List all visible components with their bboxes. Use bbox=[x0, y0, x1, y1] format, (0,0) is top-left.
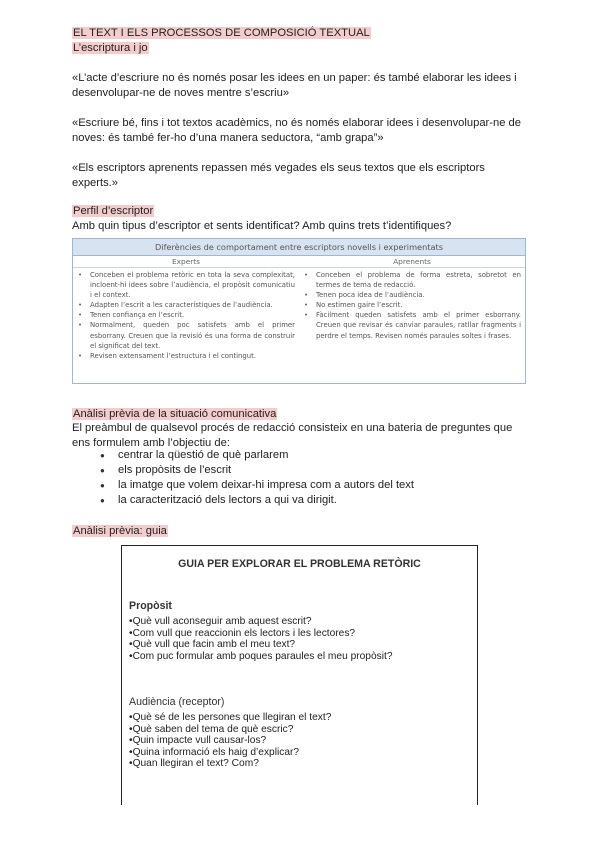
profile-question: Amb quin tipus d’escriptor et sents identificat? Amb quins trets t’identifiques? bbox=[72, 220, 452, 232]
learner-item: • Tenen poca idea de l’audiència. bbox=[316, 290, 521, 300]
quote-2: «Escriure bé, fins i tot textos acadèmics, no és només elaborar idees i desenvolupar-ne de noves: és també fer-ho d’una manera seductora, “amb grapa”» bbox=[72, 117, 521, 144]
comparison-header bbox=[73, 256, 525, 268]
analysis-list bbox=[100, 448, 414, 508]
list-item: • Com vull que reaccionin els lectors i les lectores? bbox=[129, 628, 393, 640]
list-item: • Quan llegiran el text? Com? bbox=[129, 758, 331, 770]
guide-box bbox=[121, 545, 478, 805]
purpose-list bbox=[129, 616, 393, 662]
list-item: • Què vull que facin amb el meu text? bbox=[129, 639, 393, 651]
list-item: ● els propòsits de l’escrit bbox=[100, 463, 414, 478]
comparison-table bbox=[72, 238, 526, 384]
comparison-title: Diferències de comportament entre escriptors novells i experimentats bbox=[73, 239, 525, 256]
analysis-heading-line bbox=[72, 407, 277, 422]
guide-heading: Anàlisi prèvia: guia bbox=[73, 525, 167, 537]
title-line bbox=[72, 26, 371, 41]
list-item: • Què vull aconseguir amb aquest escrit? bbox=[129, 616, 393, 628]
column-experts: Experts bbox=[171, 257, 201, 266]
audience-label: Audiència (receptor) bbox=[129, 696, 225, 708]
expert-item: • Adapten l’escrit a les característiques de l’audiència. bbox=[90, 300, 295, 310]
profile-heading: Perfil d’escriptor bbox=[73, 205, 154, 217]
list-item: • Què saben del tema de què escric? bbox=[129, 724, 331, 736]
profile-heading-line bbox=[72, 204, 154, 219]
list-item: • Quina informació els haig d’explicar? bbox=[129, 747, 331, 759]
audience-list bbox=[129, 712, 331, 770]
learner-item: • No estimen gaire l’escrit. bbox=[316, 300, 521, 310]
analysis-heading: Anàlisi prèvia de la situació comunicativa bbox=[73, 408, 277, 420]
quote-3: «Els escriptors aprenents repassen més vegades els seus textos que els escriptors experts.» bbox=[72, 162, 485, 189]
comparison-body bbox=[73, 268, 525, 361]
analysis-text: El preàmbul de qualsevol procés de redacció consisteix en una bateria de preguntes que ens formulem amb l’objectiu de: bbox=[72, 422, 513, 449]
list-item: • Què sé de les persones que llegiran el text? bbox=[129, 712, 331, 724]
list-item: • Com puc formular amb poques paraules el meu propòsit? bbox=[129, 651, 393, 663]
quote-1: «L’acte d’escriure no és només posar les idees en un paper: és també elaborar les idees i desenvolupar-ne de noves mentre s’escriu» bbox=[72, 72, 517, 99]
expert-item: • Revisen extensament l’estructura i el contingut. bbox=[90, 351, 295, 361]
purpose-label: Propòsit bbox=[129, 600, 172, 612]
subtitle-line bbox=[72, 41, 149, 56]
list-item: ● la caracterització dels lectors a qui va dirigit. bbox=[100, 493, 414, 508]
page-title: EL TEXT I ELS PROCESSOS DE COMPOSICIÓ TEXTUAL bbox=[73, 27, 370, 39]
guide-title: GUIA PER EXPLORAR EL PROBLEMA RETÒRIC bbox=[178, 558, 421, 570]
experts-column bbox=[73, 270, 299, 361]
expert-item: • Tenen confiança en l’escrit. bbox=[90, 310, 295, 320]
learners-column bbox=[299, 270, 525, 361]
learner-item: • Fàcilment queden satisfets amb el primer esborrany. Creuen que revisar és canviar paraules, ratllar fragments i perdre el temps. Revisen només paraules soltes i frases. bbox=[316, 310, 521, 340]
column-learners: Aprenents bbox=[393, 257, 431, 266]
expert-item: • Conceben el problema retòric en tota la seva complexitat, incloent-hi idees sobre l’audiència, el propòsit comunicatiu i el context. bbox=[90, 270, 295, 300]
list-item: • Quin impacte vull causar-los? bbox=[129, 735, 331, 747]
expert-item: • Normalment, queden poc satisfets amb el primer esborrany. Creuen que la revisió és una forma de construir el significat del text. bbox=[90, 320, 295, 350]
list-item: ● centrar la qüestió de què parlarem bbox=[100, 448, 414, 463]
learner-item: • Conceben el problema de forma estreta, sobretot en termes de tema de redacció. bbox=[316, 270, 521, 290]
guide-heading-line bbox=[72, 524, 168, 539]
list-item: ● la imatge que volem deixar-hi impresa com a autors del text bbox=[100, 478, 414, 493]
subtitle: L’escriptura i jo bbox=[73, 42, 148, 54]
